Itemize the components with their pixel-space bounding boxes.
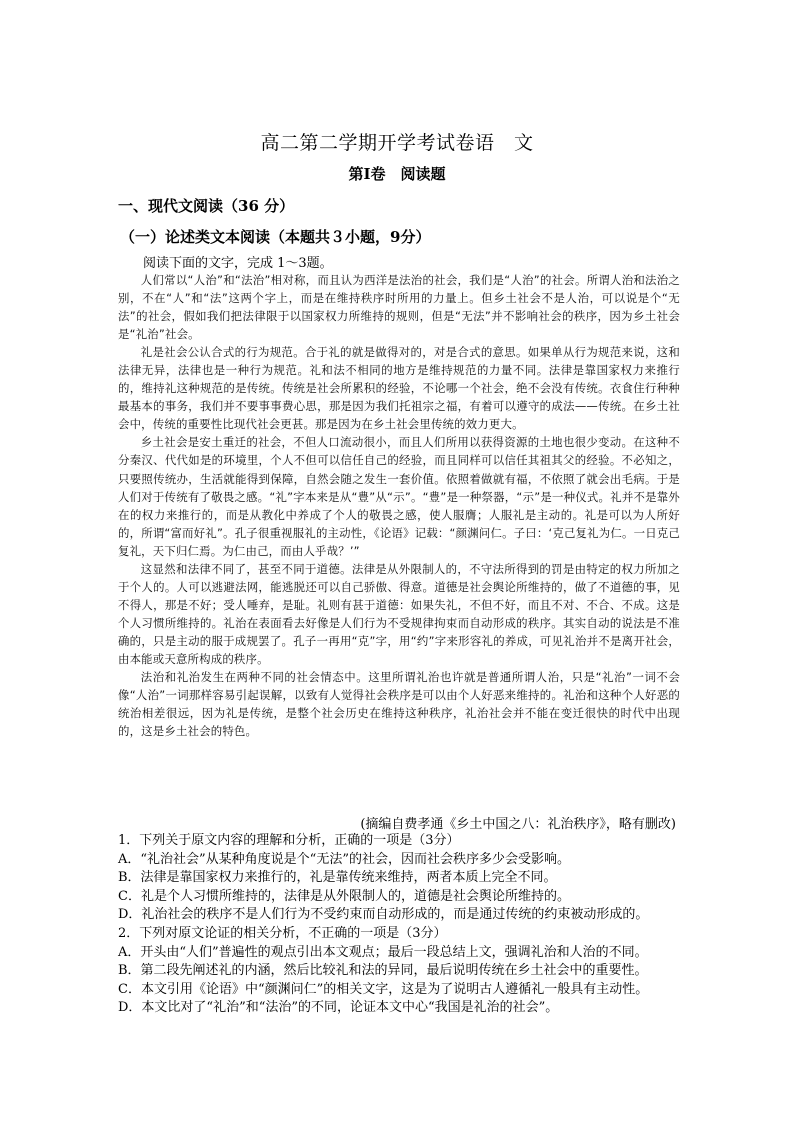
part-heading: 第Ⅰ卷 阅读题 [348, 165, 446, 183]
answer-option: C．礼是个人习惯所维持的，法律是从外限制人的，道德是社会舆论所维持的。 [118, 888, 570, 904]
passage-paragraph: 人们常以“人治”和“法治”相对称，而且认为西洋是法治的社会，我们是“人治”的社会。所谓人治和法治之别，不在“人”和“法”这两个字上，而是在维持秩序时所用的力量上。但乡土社会不是人治，可以说是个“无法”的社会，假如我们把法律限于以国家权力所维持的规则，但是“无法”并不影响社会的秩序，因为乡土社会是“礼治”社会。 [118, 273, 680, 342]
answer-option: C．本文引用《论语》中“颜渊问仁”的相关文字，这是为了说明古人遵循礼一般具有主动性。 [118, 981, 649, 997]
answer-option: D．礼治社会的秩序不是人们行为不受约束而自动形成的，而是通过传统的约束被动形成的。 [118, 907, 649, 923]
passage-paragraph: 乡土社会是安土重迁的社会，不但人口流动很小，而且人们所用以获得资源的土地也很少变动。在这种不分秦汉、代代如是的环境里，个人不但可以信任自己的经验，而且同样可以信任其祖其父的经验。不必知之，只要照传统办，生活就能得到保障，自然会随之发生一套价值。依照着做就有福，不依照了就会出毛病。于是人们对于传统有了敬畏之感。“礼”字本来是从“豊”从“示”。“豊”是一种祭器，“示”是一种仪式。礼并不是靠外在的权力来推行的，而是从教化中养成了个人的敬畏之感，使人服膺；人服礼是主动的。礼是可以为人所好的，所谓“富而好礼”。孔子很重视服礼的主动性，《论语》记载：“颜渊问仁。子曰：‘克己复礼为仁。一日克己复礼，天下归仁焉。为仁由己，而由人乎哉？’” [118, 435, 680, 558]
question-stem: 1．下列关于原文内容的理解和分析，正确的一项是（3分） [118, 833, 460, 848]
instruction-text: 阅读下面的文字，完成 1～3题。 [143, 256, 333, 271]
passage-paragraph: 礼是社会公认合式的行为规范。合于礼的就是做得对的，对是合式的意思。如果单从行为规范来说，这和法律无异，法律也是一种行为规范。礼和法不相同的地方是维持规范的力量不同。法律是靠国家权力来推行的，维持礼这种规范的是传统。传统是社会所累积的经验，不论哪一个社会，绝不会没有传统。衣食住行种种最基本的事务，我们并不要事事费心思，那是因为我们托祖宗之福，有着可以遵守的成法——传统。在乡土社会中，传统的重要性比现代社会更甚。那是因为在乡土社会里传统的效力更大。 [118, 345, 680, 432]
passage-paragraph: 法治和礼治发生在两种不同的社会情态中。这里所谓礼治也许就是普通所谓人治，只是“礼治”一词不会像“人治”一词那样容易引起误解，以致有人觉得社会秩序是可以由个人好恶来维持的。礼治和这种个人好恶的统治相差很远，因为礼是传统，是整个社会历史在维持这种秩序，礼治社会并不能在变迁很快的时代中出现的，这是乡土社会的特色。 [118, 670, 680, 739]
passage-paragraph: 这显然和法律不同了，甚至不同于道德。法律是从外限制人的，不守法所得到的罚是由特定的权力所加之于个人的。人可以逃避法网，能逃脱还可以自己骄傲、得意。道德是社会舆论所维持的，做了不道德的事，见不得人，那是不好；受人唾弃，是耻。礼则有甚于道德：如果失礼，不但不好，而且不对、不合、不成。这是个人习惯所维持的。礼治在表面看去好像是人们行为不受规律拘束而自动形成的秩序。其实自动的说法是不准确的，只是主动的服于成规罢了。孔子一再用“克”字，用“约”字来形容礼的养成，可见礼治并不是离开社会，由本能或天意所构成的秩序。 [118, 561, 680, 666]
answer-option: D．本文比对了“礼治”和“法治”的不同，论证本文中心“我国是礼治的社会”。 [118, 1000, 559, 1016]
answer-option: B．法律是靠国家权力来推行的，礼是靠传统来维持，两者本质上完全不同。 [118, 870, 557, 886]
subsection-heading: （一）论述类文本阅读（本题共３小题，9分） [120, 228, 431, 246]
question-stem: 2．下列对原文论证的相关分析，不正确的一项是（3分） [118, 925, 447, 941]
reading-passage [118, 271, 680, 740]
answer-option: B．第二段先阐述礼的内涵，然后比较礼和法的异同，最后说明传统在乡土社会中的重要性。 [118, 963, 648, 979]
answer-option: A．开头由“人们”普遍性的观点引出本文观点；最后一段总结上文，强调礼治和人治的不同。 [118, 944, 648, 960]
section-heading: 一、现代文阅读（36 分） [118, 197, 295, 215]
source-citation: (摘编自费孝通《乡土中国之八：礼治秩序》，略有删改) [360, 817, 676, 832]
exam-title: 高二第二学期开学考试卷语 文 [260, 132, 534, 154]
answer-option: A．“礼治社会”从某种角度说是个“无法”的社会，因而社会秩序多少会受影响。 [118, 851, 570, 867]
question-list [118, 832, 684, 1018]
